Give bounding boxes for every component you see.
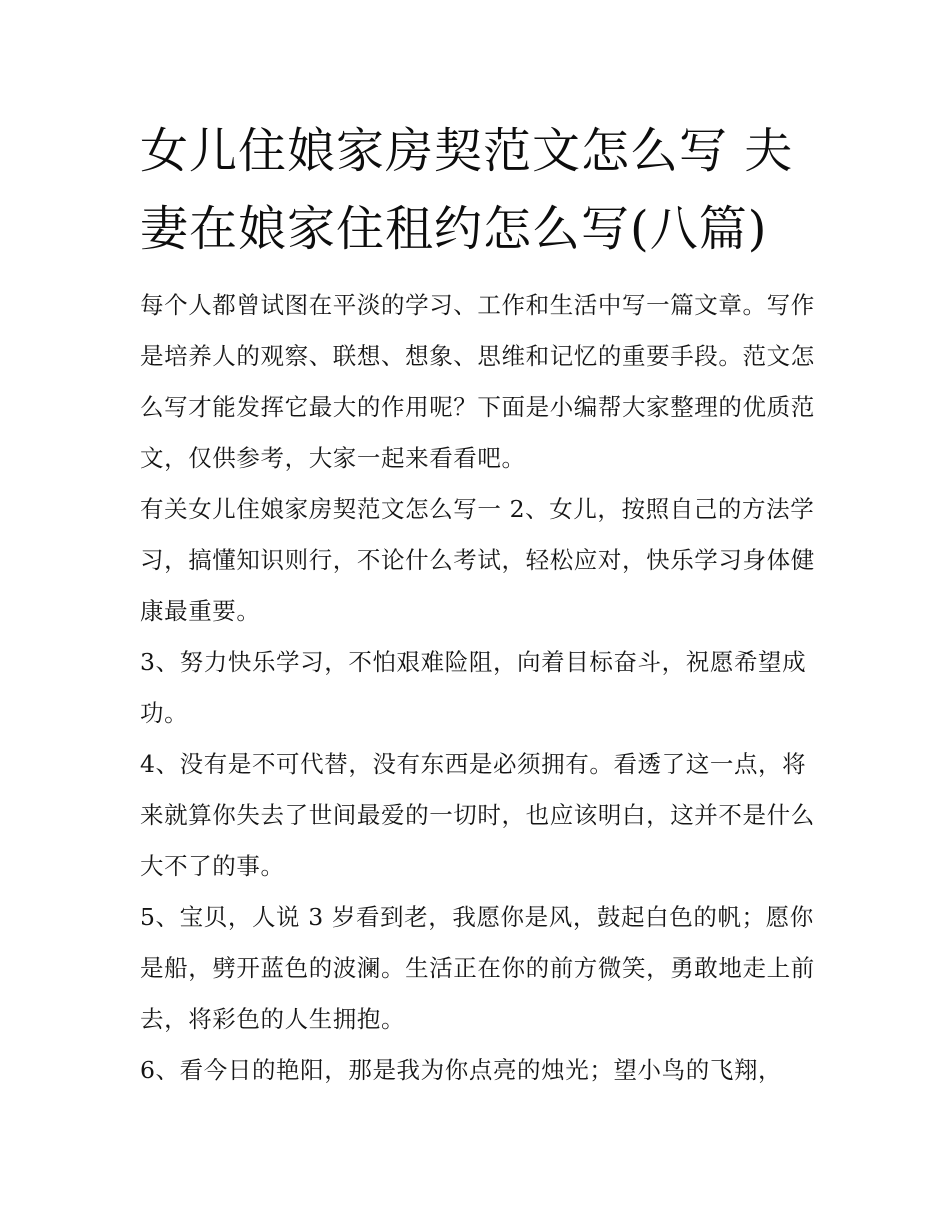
paragraph-item-5: 5、宝贝，人说 3 岁看到老，我愿你是风，鼓起白色的帆；愿你是船，劈开蓝色的波澜。生活正在你的前方微笑，勇敢地走上前去，将彩色的人生拥抱。 xyxy=(140,903,815,1033)
document-body xyxy=(140,280,815,1096)
paragraph-item-2: 有关女儿住娘家房契范文怎么写一 2、女儿，按照自己的方法学习，搞懂知识则行，不论什么考试，轻松应对，快乐学习身体健康最重要。 xyxy=(140,495,815,625)
paragraph-item-4: 4、没有是不可代替，没有东西是必须拥有。看透了这一点，将来就算你失去了世间最爱的一切时，也应该明白，这并不是什么大不了的事。 xyxy=(140,750,815,880)
paragraph-item-3: 3、努力快乐学习，不怕艰难险阻，向着目标奋斗，祝愿希望成功。 xyxy=(140,648,807,727)
document-title: 女儿住娘家房契范文怎么写 夫妻在娘家住租约怎么写(八篇) xyxy=(140,123,794,257)
paragraph-item-6: 6、看今日的艳阳，那是我为你点亮的烛光；望小鸟的飞翔， xyxy=(140,1056,783,1084)
intro-paragraph: 每个人都曾试图在平淡的学习、工作和生活中写一篇文章。写作是培养人的观察、联想、想象、思维和记忆的重要手段。范文怎么写才能发挥它最大的作用呢？下面是小编帮大家整理的优质范文，仅供参考，大家一起来看看吧。 xyxy=(140,291,815,472)
